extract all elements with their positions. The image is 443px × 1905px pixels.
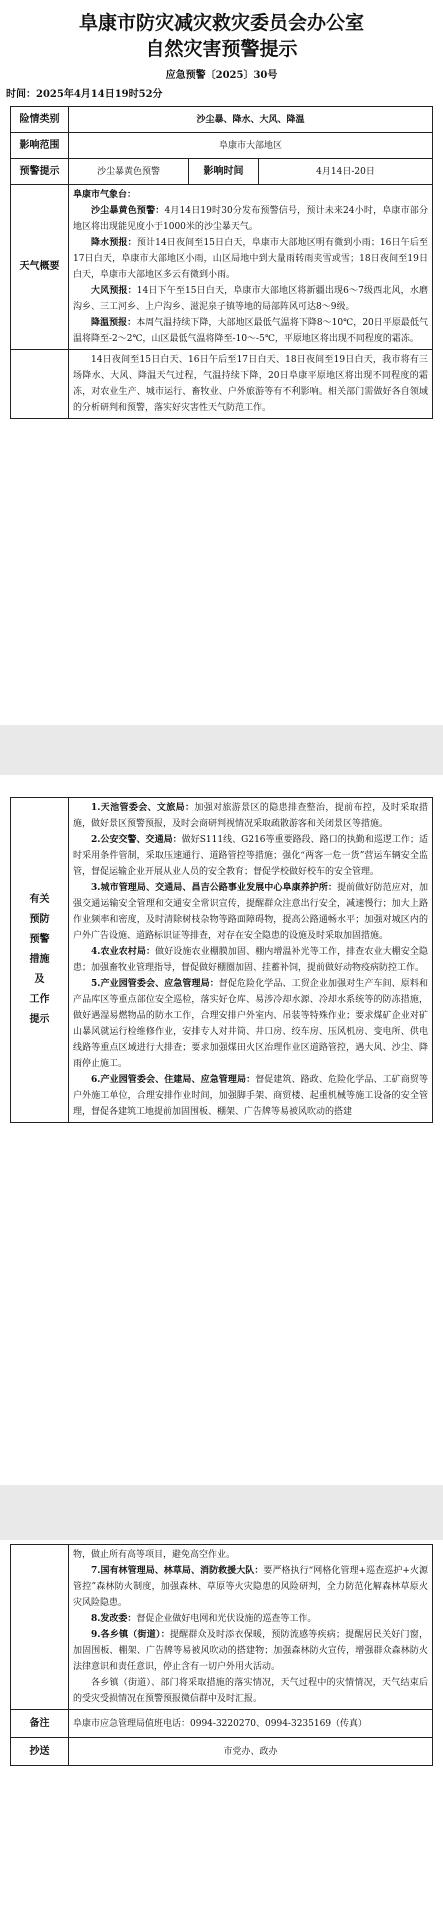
measure-head: 4.农业农村局： <box>91 947 156 957</box>
para-head: 降水预报： <box>91 238 137 248</box>
side-label-line: 措施 <box>29 954 50 965</box>
warning-table <box>10 106 433 419</box>
empty-side-cell <box>11 1545 69 1710</box>
scope-value: 阜康市大部地区 <box>69 133 433 159</box>
measure-body: 做好S111线、G216等重要路段、路口的执勤和巡逻工作；适时采用条件管制，采取压速通行、道路管控等措施；强化“两客一危一货”营运车辆安全监管，督促运输企业开展从业人员的安全教育；督促学校做好校车的安全管理。 <box>73 835 428 877</box>
warning-label: 预警提示 <box>11 159 69 185</box>
doc-title-line1: 阜康市防灾减灾救灾委员会办公室 <box>78 12 364 34</box>
measures-table-cont <box>10 1544 433 1766</box>
side-label-line: 工作 <box>29 994 50 1005</box>
measure-item-4 <box>73 944 428 976</box>
measure-body: 要严格执行“网格化管理+巡查巡护+火源管控”森林防火制度，加强森林、草原等火灾隐患的风险研判，全力防范化解森林草原火灾风险隐患。 <box>73 1566 429 1608</box>
weather-para-wind <box>73 283 428 315</box>
weather-summary-cell <box>69 185 433 350</box>
measures-table <box>10 797 433 1123</box>
empty-cell <box>11 350 69 419</box>
para-body: 预计14日夜间至15日白天，阜康市大部地区明有微到小雨；16日午后至17日白天，阜康市大部地区小雨，山区局地中到大量雨转雨夹雪或雪；18日夜间至19日白天，阜康市大部地区多云有微到小雨。 <box>73 238 428 280</box>
measure-item-1 <box>73 800 428 832</box>
measure-head: 7.国有林管理局、林草局、消防救援大队： <box>91 1566 264 1576</box>
measure-body: 提醒群众及时添衣保暖，预防流感等疾病；提醒居民关好门窗，加固围板、棚架、广告牌等易被风吹动的搭建物；加强森林防火宣传，增强群众森林防火法律意识和责任意识，停止含有一切户外用火活动。 <box>73 1630 428 1672</box>
measure-body: 督促企业做好电网和光伏设施的巡查等工作。 <box>136 1614 317 1624</box>
remark-label: 备注 <box>11 1710 69 1738</box>
weather-label: 天气概要 <box>11 185 69 350</box>
para-body: 本周气温持续下降，大部地区最低气温将下降8～10℃，20日平原最低气温将降至-2～2℃，山区最低气温将降至-10～-5℃，平原地区将出现不同程度的霜冻。 <box>73 318 428 344</box>
page-1 <box>0 0 443 725</box>
measure-item-5 <box>73 976 428 1072</box>
measure-item-3 <box>73 880 428 944</box>
measure-head: 2.公安交警、交通局： <box>91 835 182 845</box>
measure-item-6 <box>73 1072 428 1120</box>
summary-cell <box>69 350 433 419</box>
measure-body: 加强对旅游景区的隐患排查整治，提前布控，及时采取措施，做好景区预警预报，及时会商研判视情况采取疏散游客和关闭景区等措施。 <box>73 803 428 829</box>
page-gap-2 <box>0 1485 443 1540</box>
page-3 <box>0 1540 443 1905</box>
measure-item-7 <box>73 1563 428 1611</box>
side-label-line: 预防 <box>29 914 50 925</box>
side-label-line: 及 <box>34 974 45 985</box>
summary-text: 14日夜间至15日白天、16日午后至17日白天、18日夜间至19日白天，我市将有三场降水、大风、降温天气过程，气温持续下降，20日阜康平原地区将出现不同程度的霜冻，对农业生产、城市运行、畜牧业、户外旅游等有不利影响。相关部门需做好各自领域的分析研判和预警，落实好灾害性天气防范工作。 <box>73 355 428 413</box>
measure-body: 做好设施农业棚膜加固、棚内增温补光等工作，排查农业大棚安全隐患；加强畜牧业管理指导，督促做好棚圈加固、挂蓄补饲，提前做好动物疫病防控工作。 <box>73 947 428 973</box>
side-label-line: 预警 <box>29 934 50 945</box>
page-gap-1 <box>0 725 443 775</box>
measure-head: 1.天池管委会、文旅局： <box>91 803 195 813</box>
measure-item-2 <box>73 832 428 880</box>
page-2 <box>0 775 443 1485</box>
danger-type-label: 险情类别 <box>11 107 69 133</box>
measures-content <box>69 798 433 1123</box>
measure-head: 8.发改委： <box>91 1614 137 1624</box>
measure-head: 3.城市管理局、交通局、昌吉公路事业发展中心阜康养护所： <box>91 883 338 893</box>
remark-value: 阜康市应急管理局值班电话：0994-3220270、0994-3235169（传真） <box>69 1710 433 1738</box>
measure-head: 5.产业园管委会、应急管理局： <box>91 979 219 989</box>
issue-time: 时间：2025年4月14日19时52分 <box>6 89 163 100</box>
measure-head: 6.产业园管委会、住建局、应急管理局： <box>91 1075 256 1085</box>
para-head: 降温预报： <box>91 318 137 328</box>
measure-item-9 <box>73 1627 428 1675</box>
weather-org: 阜康市气象台： <box>73 190 137 200</box>
impact-time-value: 4月14日-20日 <box>259 159 433 185</box>
danger-type-value: 沙尘暴、降水、大风、降温 <box>69 107 433 133</box>
measure-item-6-cont: 物，做止所有高等项目，避免高空作业。 <box>73 1550 236 1560</box>
warning-value: 沙尘暴黄色预警 <box>69 159 189 185</box>
weather-para-sandstorm <box>73 203 428 235</box>
closing-note: 各乡镇（街道）、部门将采取措施的落实情况，天气过程中的灾情情况，天气结束后的受灾受损情况在预警预报微信群中及时汇报。 <box>73 1678 428 1704</box>
measures-side-label <box>11 798 69 1123</box>
scope-label: 影响范围 <box>11 133 69 159</box>
para-body: 14日下午至15日白天，阜康市大部地区将新疆出现6～7级西北风，水磨沟乡、三工河乡、上户沟乡、滋泥泉子镇等地的局部阵风可达8～9级。 <box>73 286 428 312</box>
weather-para-rain <box>73 235 428 283</box>
side-label-line: 有关 <box>29 894 50 905</box>
cc-label: 抄送 <box>11 1738 69 1766</box>
weather-para-cooling <box>73 315 428 347</box>
para-head: 大风预报： <box>91 286 137 296</box>
doc-title-line2: 自然灾害预警提示 <box>145 38 298 60</box>
doc-number: 应急预警〔2025〕30号 <box>165 70 278 81</box>
measure-body: 督促建筑、路政、危险化学品、工矿商贸等户外施工单位，合理安排作业时间，加强脚手架、商贸楼、起重机械等施工设备的安全管理，督促各建筑工地提前加固围板、棚架、广告牌等易被风吹动的搭建 <box>73 1075 428 1117</box>
para-body: 4月14日19时30分发布预警信号，预计未来24小时，阜康市部分地区将出现能见度小于1000米的沙尘暴天气。 <box>73 206 428 232</box>
para-head: 沙尘暴黄色预警： <box>91 206 165 216</box>
measures-content-cont <box>69 1545 433 1710</box>
measure-body: 提前做好防范应对，加强交通运输安全管理和交通安全常识宣传，提醒群众注意出行安全，减速慢行；加大上路作业频率和密度，及时清除树枝杂物等路面障碍物，提高公路通畅水平；加强对城区内的户外广告设施、道路标识证等排查，对存在安全隐患的设施及时采取加固措施。 <box>73 883 428 941</box>
measure-body: 督促危险化学品、工贸企业加强对生产车间、原料和产品库区等重点部位安全巡检，落实好仓库、易涉冷却水源、冷却水系统等的防冻措施，做好遇湿易燃物品的防水工作，合理安排户外室内、吊装等特殊作业；要求煤矿企业对矿山暴风就运行检维修作业，安排专人对井筒、井口房、绞车房、压风机房、变电所、供电线路等重点区域进行大排查；要求加强煤田火区治理作业区道路管控，遇大风、沙尘、降雨停止施工。 <box>73 979 428 1069</box>
measure-head: 9.各乡镇（街道）： <box>91 1630 170 1640</box>
side-label-line: 提示 <box>29 1014 50 1025</box>
impact-time-label: 影响时间 <box>189 159 259 185</box>
measure-item-8 <box>73 1611 428 1627</box>
cc-value: 市党办、政办 <box>69 1738 433 1766</box>
